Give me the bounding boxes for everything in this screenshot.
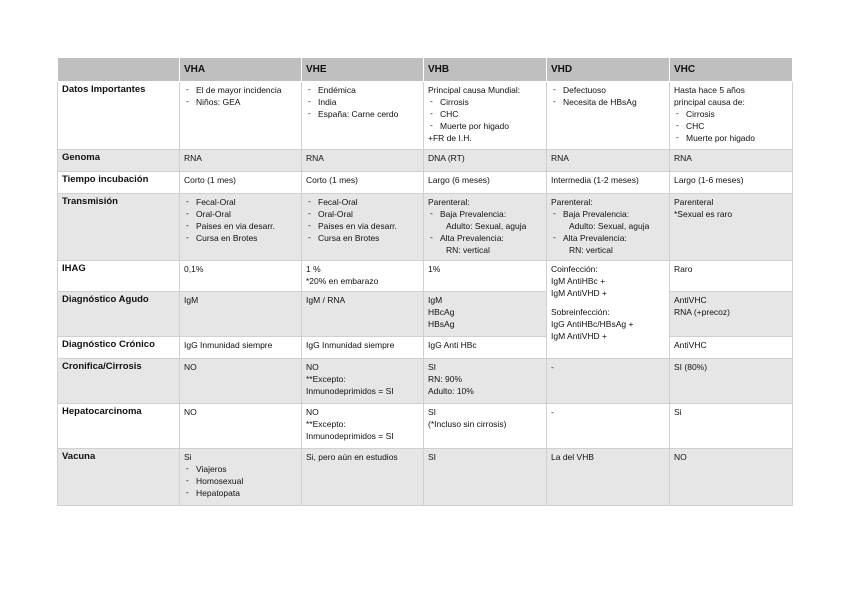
cell-vhb <box>424 194 547 261</box>
cell-text: Principal causa Mundial: <box>428 85 521 95</box>
list-item: - Oral-Oral <box>306 208 419 220</box>
list-item: - Homosexual <box>184 475 297 487</box>
cell-vhb: 1% <box>424 261 547 292</box>
header-empty <box>58 58 180 82</box>
list-item: - Alta Prevalencia: <box>428 232 542 244</box>
cell-text: Parenteral: <box>428 197 470 207</box>
cell-vhc: Raro <box>670 261 793 292</box>
list-item: - Fecal-Oral <box>184 196 297 208</box>
spacer <box>551 299 665 306</box>
cell-text: AntiVHC <box>674 295 707 305</box>
cell-vha <box>180 82 302 150</box>
cell-vhb: DNA (RT) <box>424 150 547 172</box>
cell-vha: IgG Inmunidad siempre <box>180 337 302 359</box>
cell-vhd: - <box>547 359 670 404</box>
cell-text: RN: vertical <box>569 245 613 255</box>
cell-vhc: SI (80%) <box>670 359 793 404</box>
row-diagnostico-agudo <box>58 292 793 337</box>
cell-text: (*Incluso sin cirrosis) <box>428 419 507 429</box>
cell-vhe <box>302 404 424 449</box>
cell-vhc <box>670 292 793 337</box>
cell-vhe: IgG Inmunidad siempre <box>302 337 424 359</box>
cell-vhe <box>302 261 424 292</box>
cell-vhb <box>424 359 547 404</box>
header-vhc: VHC <box>670 58 793 82</box>
cell-vhd: La del VHB <box>547 449 670 506</box>
cell-vhb: IgG Anti HBc <box>424 337 547 359</box>
cell-vha: NO <box>180 359 302 404</box>
list-item: - Cirrosis <box>428 96 542 108</box>
cell-vhe <box>302 82 424 150</box>
cell-text: principal causa de: <box>674 97 745 107</box>
cell-vha: NO <box>180 404 302 449</box>
row-label: Vacuna <box>58 449 180 506</box>
header-row <box>58 58 793 82</box>
cell-vhb <box>424 404 547 449</box>
cell-text: Parenteral: <box>551 197 593 207</box>
row-label: IHAG <box>58 261 180 292</box>
row-cronifica-cirrosis <box>58 359 793 404</box>
cell-text: **Excepto: <box>306 419 346 429</box>
list-item: - Muerte por higado <box>428 120 542 132</box>
row-label: Diagnóstico Agudo <box>58 292 180 337</box>
list-item: - Niños: GEA <box>184 96 297 108</box>
list-item: - Alta Prevalencia: <box>551 232 665 244</box>
row-tiempo-incubacion <box>58 172 793 194</box>
cell-vhc: Si <box>670 404 793 449</box>
cell-vhb: Largo (6 meses) <box>424 172 547 194</box>
cell-vhd: Intermedia (1-2 meses) <box>547 172 670 194</box>
list-item: - India <box>306 96 419 108</box>
row-label: Transmisión <box>58 194 180 261</box>
cell-vhb: SI <box>424 449 547 506</box>
list-item: - España: Carne cerdo <box>306 108 419 120</box>
cell-vhe: Corto (1 mes) <box>302 172 424 194</box>
cell-vhe: Si, pero aún en estudios <box>302 449 424 506</box>
cell-text: RN: vertical <box>446 245 490 255</box>
cell-text: Coinfección: <box>551 264 598 274</box>
cell-vhc <box>670 194 793 261</box>
cell-text: Adulto: 10% <box>428 386 474 396</box>
cell-vha <box>180 194 302 261</box>
cell-text: Inmunodeprimidos = SI <box>306 386 394 396</box>
cell-text: Adulto: Sexual, aguja <box>569 221 650 231</box>
cell-text: IgM AntiHBc + <box>551 276 606 286</box>
list-item: - Defectuoso <box>551 84 665 96</box>
list-item: - Cursa en Brotes <box>306 232 419 244</box>
row-diagnostico-cronico <box>58 337 793 359</box>
list-item: - Muerte por higado <box>674 132 788 144</box>
cell-text: *20% en embarazo <box>306 276 379 286</box>
cell-vhb <box>424 292 547 337</box>
cell-vhc: NO <box>670 449 793 506</box>
cell-text: 1 % <box>306 264 321 274</box>
row-label: Diagnóstico Crónico <box>58 337 180 359</box>
cell-vhc <box>670 82 793 150</box>
cell-text: Si <box>184 452 192 462</box>
cell-text: Inmunodeprimidos = SI <box>306 431 394 441</box>
cell-text: IgG AntiHBc/HBsAg + <box>551 319 634 329</box>
cell-text: Sobreinfección: <box>551 307 610 317</box>
list-item: - Baja Prevalencia: <box>428 208 542 220</box>
list-item: - Endémica <box>306 84 419 96</box>
cell-vha: IgM <box>180 292 302 337</box>
list-item: - Viajeros <box>184 463 297 475</box>
cell-text: *Sexual es raro <box>674 209 733 219</box>
list-item: - Cursa en Brotes <box>184 232 297 244</box>
list-item: - Paises en via desarr. <box>306 220 419 232</box>
row-label: Cronifica/Cirrosis <box>58 359 180 404</box>
cell-vhe <box>302 194 424 261</box>
cell-vha: Corto (1 mes) <box>180 172 302 194</box>
cell-vha: 0,1% <box>180 261 302 292</box>
list-item: - Paises en via desarr. <box>184 220 297 232</box>
header-vha: VHA <box>180 58 302 82</box>
hepatitis-comparison-table <box>57 57 793 506</box>
row-label: Genoma <box>58 150 180 172</box>
cell-vhe <box>302 359 424 404</box>
list-item: - Necesita de HBsAg <box>551 96 665 108</box>
cell-vhe: IgM / RNA <box>302 292 424 337</box>
cell-text: RNA (+precoz) <box>674 307 730 317</box>
header-vhb: VHB <box>424 58 547 82</box>
list-item: - Hepatopata <box>184 487 297 499</box>
list-item: - CHC <box>428 108 542 120</box>
cell-text: RN: 90% <box>428 374 463 384</box>
row-vacuna <box>58 449 793 506</box>
row-ihag <box>58 261 793 292</box>
cell-vhd: - <box>547 404 670 449</box>
cell-text: IgM <box>428 295 443 305</box>
cell-text: IgM AntiVHD + <box>551 288 607 298</box>
cell-vha: RNA <box>180 150 302 172</box>
cell-text: +FR de I.H. <box>428 133 472 143</box>
header-vhe: VHE <box>302 58 424 82</box>
cell-vhc: Largo (1-6 meses) <box>670 172 793 194</box>
cell-text: SI <box>428 407 437 417</box>
cell-vhd-diagnostico <box>547 261 670 359</box>
row-label: Tiempo incubación <box>58 172 180 194</box>
cell-vhd: RNA <box>547 150 670 172</box>
row-transmision <box>58 194 793 261</box>
cell-text: NO <box>306 407 319 417</box>
cell-text: Adulto: Sexual, aguja <box>446 221 527 231</box>
cell-vhc: RNA <box>670 150 793 172</box>
cell-text: Parenteral <box>674 197 714 207</box>
cell-text: IgM AntiVHD + <box>551 331 607 341</box>
list-item: - Baja Prevalencia: <box>551 208 665 220</box>
cell-text: HBcAg <box>428 307 455 317</box>
list-item: - El de mayor incidencia <box>184 84 297 96</box>
list-item: - Fecal-Oral <box>306 196 419 208</box>
row-datos-importantes <box>58 82 793 150</box>
row-label: Datos Importantes <box>58 82 180 150</box>
list-item: - Oral-Oral <box>184 208 297 220</box>
list-item: - Cirrosis <box>674 108 788 120</box>
cell-vhc: AntiVHC <box>670 337 793 359</box>
cell-text: NO <box>306 362 319 372</box>
cell-text: Hasta hace 5 años <box>674 85 745 95</box>
row-genoma <box>58 150 793 172</box>
cell-vhe: RNA <box>302 150 424 172</box>
row-label: Hepatocarcinoma <box>58 404 180 449</box>
row-hepatocarcinoma <box>58 404 793 449</box>
cell-text: SI <box>428 362 437 372</box>
cell-vhb <box>424 82 547 150</box>
cell-vhd <box>547 194 670 261</box>
header-vhd: VHD <box>547 58 670 82</box>
cell-text: HBsAg <box>428 319 455 329</box>
list-item: - CHC <box>674 120 788 132</box>
cell-vha <box>180 449 302 506</box>
cell-text: **Excepto: <box>306 374 346 384</box>
cell-vhd <box>547 82 670 150</box>
